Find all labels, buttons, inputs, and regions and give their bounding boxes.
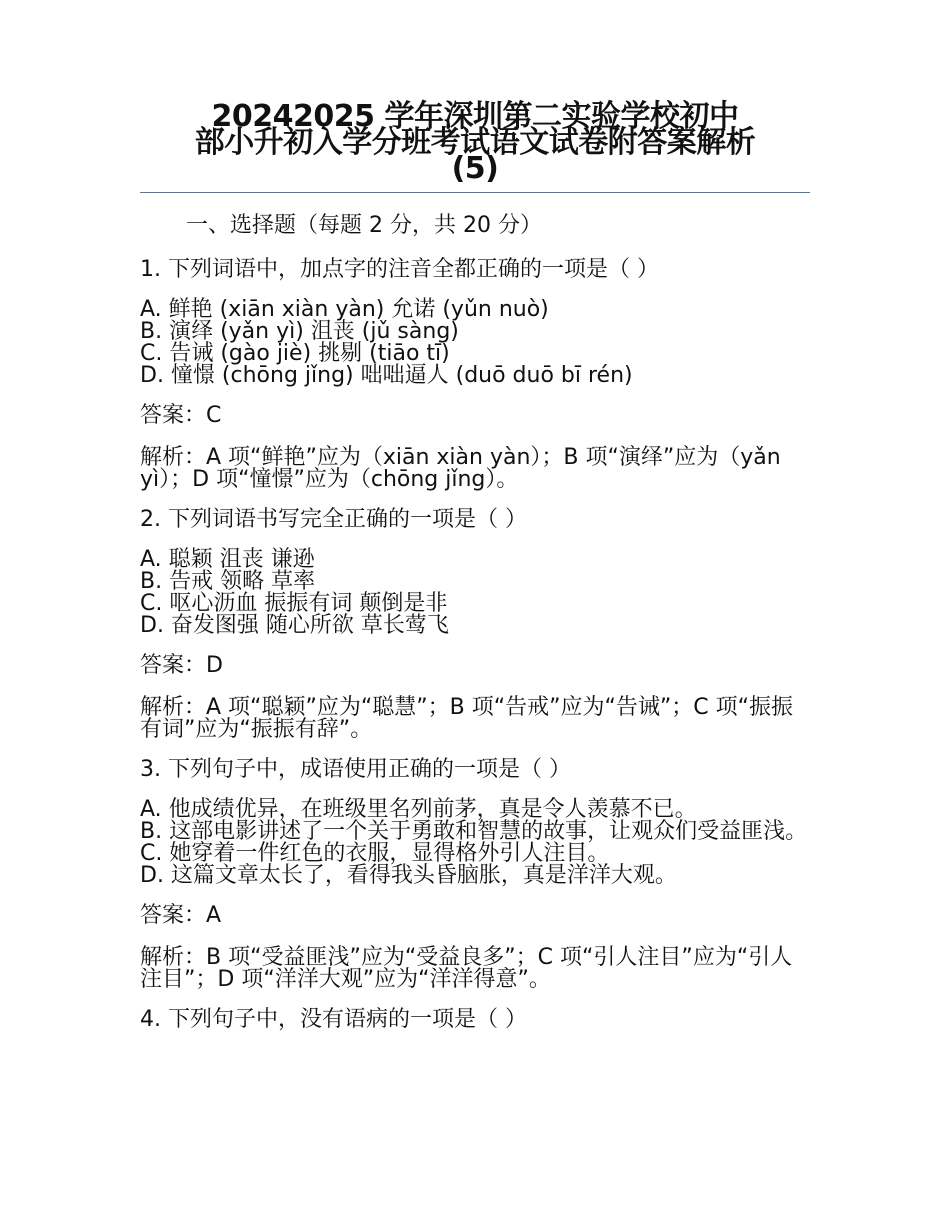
title-divider — [140, 192, 810, 193]
title-line-2: 部小升初入学分班考试语文试卷附答案解析 — [194, 125, 756, 160]
question-2-analysis: 解析：A 项“聪颖”应为“聪慧”；B 项“告戒”应为“告诫”；C 项“振振有词”应为“振振有辞”。 — [140, 695, 794, 742]
option-b: B. 告戒 领略 草率 — [140, 569, 316, 594]
option-a: A. 鲜艳 (xiān xiàn yàn) 允诺 (yǔn nuò) — [140, 297, 549, 322]
question-2-stem: 2. 下列词语书写完全正确的一项是（ ） — [140, 507, 527, 532]
title-line-3: (5) — [451, 151, 499, 186]
question-3-stem: 3. 下列句子中，成语使用正确的一项是（ ） — [140, 757, 571, 782]
question-1-stem: 1. 下列词语中，加点字的注音全都正确的一项是（ ） — [140, 257, 659, 282]
question-3-answer: 答案：A — [140, 903, 222, 928]
section-heading: 一、选择题（每题 2 分，共 20 分） — [186, 213, 542, 238]
question-4-stem: 4. 下列句子中，没有语病的一项是（ ） — [140, 1007, 527, 1032]
option-a: A. 聪颖 沮丧 谦逊 — [140, 547, 315, 572]
question-2-answer: 答案：D — [140, 653, 223, 678]
question-1-answer: 答案：C — [140, 403, 222, 428]
option-d: D. 这篇文章太长了，看得我头昏脑胀，真是洋洋大观。 — [140, 863, 677, 888]
option-d: D. 憧憬 (chōng jǐng) 咄咄逼人 (duō duō bī rén) — [140, 363, 633, 388]
option-b: B. 演绎 (yǎn yì) 沮丧 (jǔ sàng) — [140, 319, 459, 344]
question-1-analysis: 解析：A 项“鲜艳”应为（xiān xiàn yàn）；B 项“演绎”应为（yǎn yì）；D 项“憧憬”应为（chōng jǐng）。 — [140, 445, 781, 492]
question-3-options — [140, 799, 810, 887]
question-3-analysis: 解析：B 项“受益匪浅”应为“受益良多”；C 项“引人注目”应为“引人注目”；D 项“洋洋大观”应为“洋洋得意”。 — [140, 945, 793, 992]
option-c: C. 她穿着一件红色的衣服，显得格外引人注目。 — [140, 841, 610, 866]
option-c: C. 告诫 (gào jiè) 挑剔 (tiāo tī) — [140, 341, 450, 366]
option-c: C. 呕心沥血 振振有词 颠倒是非 — [140, 591, 448, 616]
option-d: D. 奋发图强 随心所欲 草长莺飞 — [140, 613, 449, 638]
question-2-options — [140, 549, 810, 637]
document-page — [140, 0, 810, 1035]
document-title — [140, 0, 810, 186]
option-a: A. 他成绩优异，在班级里名列前茅，真是令人羡慕不已。 — [140, 797, 697, 822]
question-1-options — [140, 299, 810, 387]
title-line-1: 20242025 学年深圳第二实验学校初中 — [211, 99, 739, 134]
option-b: B. 这部电影讲述了一个关于勇敢和智慧的故事，让观众们受益匪浅。 — [140, 819, 808, 844]
